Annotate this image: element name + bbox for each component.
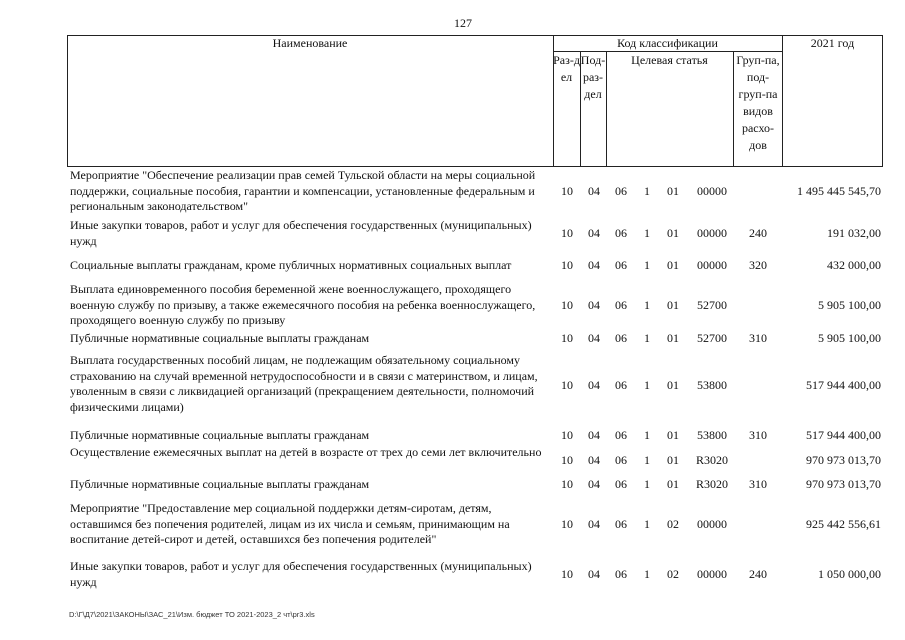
row-vr: 240 [749,226,767,240]
page-number: 127 [454,16,472,30]
row-razdel: 10 [561,378,573,392]
header-name: Наименование [272,36,348,50]
row-code-part: 1 [644,453,650,467]
table-row [0,445,905,477]
row-podrazdel: 04 [588,567,600,581]
row-amount: 925 442 556,61 [806,517,881,531]
row-amount: 432 000,00 [827,258,881,272]
row-podrazdel: 04 [588,331,600,345]
row-code-part: 06 [615,258,627,272]
row-razdel: 10 [561,298,573,312]
header-podrazdel: Под-раз-дел [580,53,606,101]
row-name: Выплата государственных пособий лицам, не подлежащим обязательному социальному страхованию на случай временной нетрудоспособности и в связи с материнством, и лицам, уволенным в связи с ликвидацией организаций (прекращением деятельности, полномочий физическими лицами) [70,353,538,414]
row-code-part: 06 [615,453,627,467]
row-name: Иные закупки товаров, работ и услуг для обеспечения государственных (муниципальных) нужд [70,559,532,589]
header-gruppa: Груп-па, под-груп-па видов расхо-дов [736,53,780,152]
row-podrazdel: 04 [588,184,600,198]
row-code-part: 01 [667,258,679,272]
row-code-part: 1 [644,428,650,442]
row-vr: 240 [749,567,767,581]
row-name: Осуществление ежемесячных выплат на детей в возрасте от трех до семи лет включительно [70,445,542,459]
row-code-part: 1 [644,298,650,312]
table-row [0,331,905,349]
row-code-part: 00000 [697,517,727,531]
table-row [0,218,905,250]
row-code-part: 1 [644,258,650,272]
row-code-part: 01 [667,226,679,240]
row-code-part: 06 [615,428,627,442]
row-amount: 1 495 445 545,70 [797,184,881,198]
row-podrazdel: 04 [588,258,600,272]
row-amount: 1 050 000,00 [818,567,881,581]
row-amount: 191 032,00 [827,226,881,240]
row-code-part: 1 [644,226,650,240]
row-code-part: 1 [644,567,650,581]
row-name: Публичные нормативные социальные выплаты гражданам [70,428,370,442]
row-code-part: 01 [667,378,679,392]
row-name: Иные закупки товаров, работ и услуг для обеспечения государственных (муниципальных) нужд [70,218,532,248]
row-razdel: 10 [561,184,573,198]
row-code-part: 06 [615,477,627,491]
row-code-part: 52700 [697,331,727,345]
row-name: Социальные выплаты гражданам, кроме публичных нормативных социальных выплат [70,258,512,272]
row-code-part: R3020 [695,477,728,491]
table-row [0,428,905,446]
row-razdel: 10 [561,258,573,272]
row-code-part: 01 [667,453,679,467]
row-vr: 310 [749,428,767,442]
table-row [0,282,905,329]
row-amount: 517 944 400,00 [806,378,881,392]
row-code-part: 06 [615,226,627,240]
row-code-part: 06 [615,184,627,198]
header-year: 2021 год [810,36,855,50]
row-code-part: 00000 [697,567,727,581]
table-row [0,477,905,495]
row-code-part: 00000 [697,226,727,240]
row-code-part: 00000 [697,184,727,198]
row-name: Мероприятие "Предоставление мер социальной поддержки детям-сиротам, детям, оставшимся без попечения родителей, лицам из их числа и семьям, принимающим на воспитание детей-сирот и детей, оставшихся без попечения родителей" [70,501,510,547]
row-name: Выплата единовременного пособия беременной жене военнослужащего, проходящего военную службу по призыву, а также ежемесячного пособия на ребенка военнослужащего, проходящего военную службу по призыву [70,282,536,328]
row-razdel: 10 [561,517,573,531]
row-code-part: 01 [667,298,679,312]
row-code-part: 1 [644,184,650,198]
file-path-footer: D:\Г\Д7\2021\ЗАКОНЫ\ЗАС_21\Изм. бюджет ТО 2021-2023_2 чт\pr3.xls [69,610,315,619]
row-code-part: 1 [644,331,650,345]
row-code-part: 01 [667,331,679,345]
row-code-part: 1 [644,378,650,392]
table-row [0,353,905,417]
row-code-part: 1 [644,517,650,531]
row-amount: 970 973 013,70 [806,453,881,467]
row-podrazdel: 04 [588,477,600,491]
row-razdel: 10 [561,428,573,442]
row-razdel: 10 [561,453,573,467]
row-code-part: 06 [615,331,627,345]
row-podrazdel: 04 [588,226,600,240]
row-code-part: 06 [615,298,627,312]
header-divider [733,51,734,167]
row-vr: 320 [749,258,767,272]
row-code-part: 06 [615,517,627,531]
row-vr: 310 [749,477,767,491]
row-code-part: 01 [667,428,679,442]
row-name: Публичные нормативные социальные выплаты гражданам [70,477,370,491]
header-code-group: Код классификации [617,36,718,50]
row-razdel: 10 [561,477,573,491]
row-razdel: 10 [561,226,573,240]
row-code-part: 06 [615,378,627,392]
row-code-part: 01 [667,477,679,491]
row-podrazdel: 04 [588,378,600,392]
row-name: Мероприятие "Обеспечение реализации прав семей Тульской области на меры социальной поддержки, социальные пособия, гарантии и компенсации, установленные федеральным и региональным законодательством" [70,168,536,214]
row-podrazdel: 04 [588,428,600,442]
row-code-part: 06 [615,567,627,581]
row-code-part: 53800 [697,378,727,392]
row-amount: 517 944 400,00 [806,428,881,442]
row-code-part: 02 [667,517,679,531]
row-podrazdel: 04 [588,453,600,467]
row-amount: 5 905 100,00 [818,298,881,312]
row-vr: 310 [749,331,767,345]
header-divider [782,35,783,167]
row-podrazdel: 04 [588,298,600,312]
row-amount: 970 973 013,70 [806,477,881,491]
row-code-part: 02 [667,567,679,581]
table-row [0,501,905,549]
header-razdel: Раз-дел [553,53,580,84]
row-razdel: 10 [561,331,573,345]
header-tselevaya: Целевая статья [631,53,708,67]
row-code-part: 00000 [697,258,727,272]
table-row [0,559,905,591]
row-amount: 5 905 100,00 [818,331,881,345]
row-code-part: R3020 [695,453,728,467]
row-podrazdel: 04 [588,517,600,531]
row-code-part: 1 [644,477,650,491]
row-name: Публичные нормативные социальные выплаты гражданам [70,331,370,345]
table-row [0,258,905,276]
table-row [0,168,905,215]
row-code-part: 52700 [697,298,727,312]
row-code-part: 01 [667,184,679,198]
row-razdel: 10 [561,567,573,581]
row-code-part: 53800 [697,428,727,442]
